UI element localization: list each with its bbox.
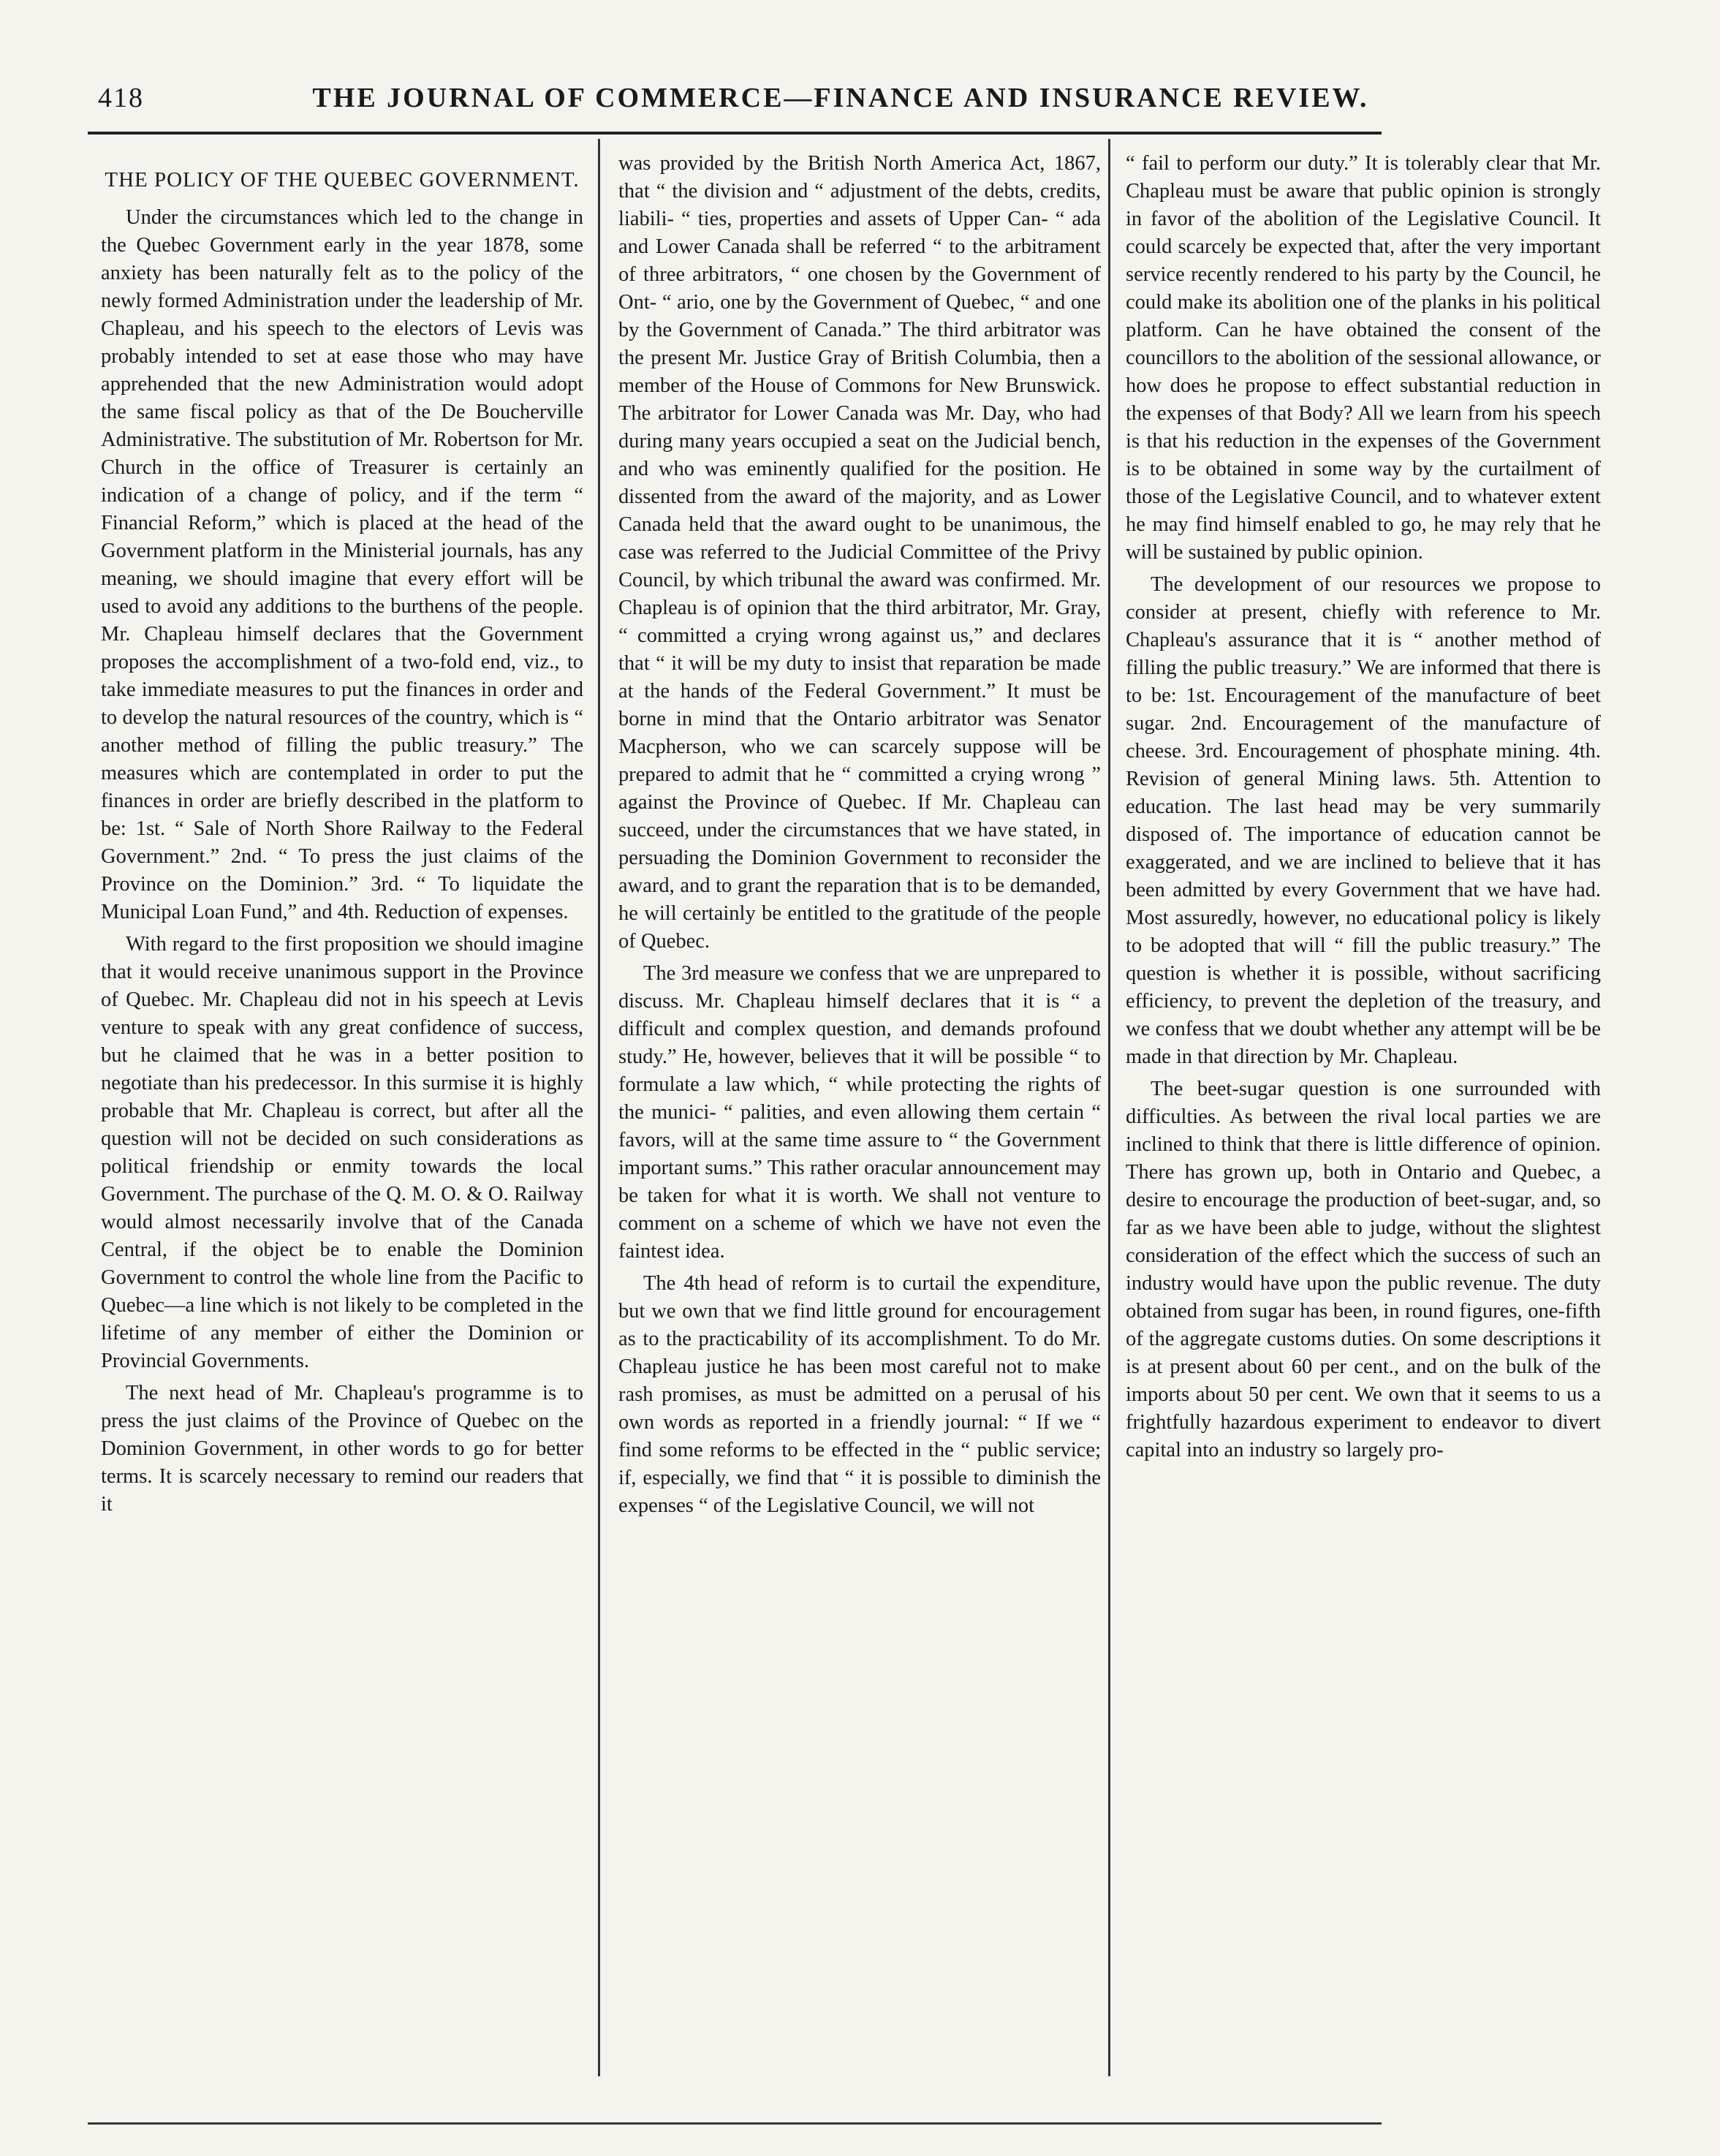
column-divider <box>598 139 600 2076</box>
page-number: 418 <box>98 83 144 113</box>
paragraph: The next head of Mr. Chapleau's programme is to press the just claims of the Province of Quebec on the Dominion Government, in other words to go for better terms. It is scarcely necessary to remind our readers that it <box>101 1382 583 1516</box>
column-3 <box>1126 150 1601 2102</box>
paragraph: was provided by the British North America Act, 1867, that “ the division and “ adjustment of the debts, credits, liabili- “ ties, properties and assets of Upper Can- “ ada and Lower Canada shall be referred “ to the arbitrament of three arbitrators, “ one chosen by the Government of Ont- “ ario, one by the Government of Quebec, “ and one by the Government of Canada.” The third arbitrator was the present Mr. Justice Gray of British Columbia, then a member of the House of Commons for New Brunswick. The arbitrator for Lower Canada was Mr. Day, who had during many years occupied a seat on the Judicial bench, and who was eminently qualified for the position. He dissented from the award of the majority, and as Lower Canada held that the award ought to be unanimous, the case was referred to the Judicial Committee of the Privy Council, by which tribunal the award was confirmed. Mr. Chapleau is of opinion that the third arbitrator, Mr. Gray, “ committed a crying wrong against us,” and declares that “ it will be my duty to insist that reparation be made at the hands of the Federal Government.” It must be borne in mind that the Ontario arbitrator was Senator Macpherson, who we can scarcely suppose will be prepared to admit that he “ committed a crying wrong ” against the Province of Quebec. If Mr. Chapleau can succeed, under the circumstances that we have stated, in persuading the Dominion Government to reconsider the award, and to grant the reparation that is to be demanded, he will certainly be entitled to the gratitude of the people of Quebec. <box>618 152 1101 953</box>
column-1 <box>101 150 583 2102</box>
journal-title: THE JOURNAL OF COMMERCE—FINANCE AND INSURANCE REVIEW. <box>312 83 1369 113</box>
paragraph: “ fail to perform our duty.” It is tolerably clear that Mr. Chapleau must be aware that public opinion is strongly in favor of the abolition of the Legislative Council. It could scarcely be expected that, after the very important service recently rendered to his party by the Council, he could make its abolition one of the planks in his political platform. Can he have obtained the consent of the councillors to the abolition of the sessional allowance, or how does he propose to effect substantial reduction in the expenses of that Body? All we learn from his speech is that his reduction in the expenses of the Government is to be obtained in some way by the curtailment of those of the Legislative Council, and to whatever extent he may find himself enabled to go, he may rely that he will be sustained by public opinion. <box>1126 152 1601 564</box>
paragraph: The 4th head of reform is to curtail the expenditure, but we own that we find little ground for encouragement as to the practicability of its accomplishment. To do Mr. Chapleau justice he has been most careful not to make rash promises, as must be admitted on a perusal of his own words as reported in a friendly journal: “ If we “ find some reforms to be effected in the “ public service; if, especially, we find that “ it is possible to diminish the expenses “ of the Legislative Council, we will not <box>618 1272 1101 1517</box>
paragraph: The 3rd measure we confess that we are unprepared to discuss. Mr. Chapleau himself declares that it is “ a difficult and complex question, and demands profound study.” He, however, believes that it will be possible “ to formulate a law which, “ while protecting the rights of the munici- “ palities, and even allowing them certain “ favors, will at the same time assure to “ the Government important sums.” This rather oracular announcement may be taken for what it is worth. We shall not venture to comment on a scheme of which we have not even the faintest idea. <box>618 962 1101 1263</box>
column-2 <box>618 150 1101 2102</box>
footer-rule <box>88 2122 1382 2125</box>
paragraph: With regard to the first proposition we should imagine that it would receive unanimous support in the Province of Quebec. Mr. Chapleau did not in his speech at Levis venture to speak with any great confidence of success, but he claimed that he was in a better position to negotiate than his predecessor. In this surmise it is highly probable that Mr. Chapleau is correct, but after all the question will not be decided on such considerations as political friendship or enmity towards the local Government. The purchase of the Q. M. O. & O. Railway would almost necessarily involve that of the Canada Central, if the object be to enable the Dominion Government to control the whole line from the Pacific to Quebec—a line which is not likely to be completed in the lifetime of any member of either the Dominion or Provincial Governments. <box>101 933 583 1372</box>
article-title: THE POLICY OF THE QUEBEC GOVERNMENT. <box>105 168 580 192</box>
paragraph: The beet-sugar question is one surrounded with difficulties. As between the rival local parties we are inclined to think that there is little difference of opinion. There has grown up, both in Ontario and Quebec, a desire to encourage the production of beet-sugar, and, so far as we have been able to judge, without the slightest consideration of the effect which the success of such an industry would have upon the public revenue. The duty obtained from sugar has been, in round figures, one-fifth of the aggregate customs duties. On some descriptions it is at present about 60 per cent., and on the bulk of the imports about 50 per cent. We own that it seems to us a frightfully hazardous experiment to endeavor to divert capital into an industry so largely pro- <box>1126 1078 1601 1461</box>
header-rule <box>88 132 1382 135</box>
page-header <box>88 79 1382 123</box>
column-divider <box>1108 139 1110 2076</box>
paragraph: Under the circumstances which led to the change in the Quebec Government early in the year 1878, some anxiety has been naturally felt as to the policy of the newly formed Administration under the leadership of Mr. Chapleau, and his speech to the electors of Levis was probably intended to set at ease those who may have apprehended that the new Administration would adopt the same fiscal policy as that of the De Boucherville Administrative. The substitution of Mr. Robertson for Mr. Church in the office of Treasurer is certainly an indication of a change of policy, and if the term “ Financial Reform,” which is placed at the head of the Government platform in the Ministerial journals, has any meaning, we should imagine that every effort will be used to avoid any additions to the burthens of the people. Mr. Chapleau himself declares that the Government proposes the accomplishment of a two-fold end, viz., to take immediate measures to put the finances in order and to develop the natural resources of the country, which is “ another method of filling the public treasury.” The measures which are contemplated in order to put the finances in order are briefly described in the platform to be: 1st. “ Sale of North Shore Railway to the Federal Government.” 2nd. “ To press the just claims of the Province on the Dominion.” 3rd. “ To liquidate the Municipal Loan Fund,” and 4th. Reduction of expenses. <box>101 206 583 923</box>
paragraph: The development of our resources we propose to consider at present, chiefly with reference to Mr. Chapleau's assurance that it is “ another method of filling the public treasury.” We are informed that there is to be: 1st. Encouragement of the manufacture of beet sugar. 2nd. Encouragement of the manufacture of cheese. 3rd. Encouragement of phosphate mining. 4th. Revision of general Mining laws. 5th. Attention to education. The last head may be very summarily disposed of. The importance of education cannot be exaggerated, and we are inclined to believe that it has been admitted by every Government that we have had. Most assuredly, however, no educational policy is likely to be adopted that will “ fill the public treasury.” The question is whether it is possible, without sacrificing efficiency, to prevent the depletion of the treasury, and we confess that we doubt whether any attempt will be be made in that direction by Mr. Chapleau. <box>1126 573 1601 1068</box>
